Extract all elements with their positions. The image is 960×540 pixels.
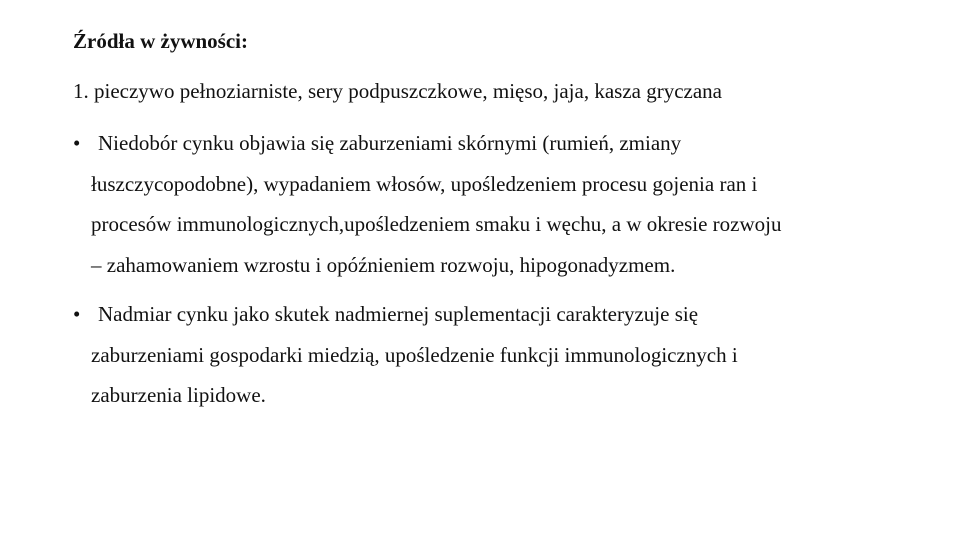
bullet-line: zaburzenia lipidowe. (91, 383, 266, 407)
numbered-item-1: 1. pieczywo pełnoziarniste, sery podpuszczkowe, mięso, jaja, kasza gryczana (73, 79, 722, 103)
bullet-item-zinc-deficiency (73, 128, 913, 290)
bullet-marker: • (73, 302, 81, 326)
bullet-line: łuszczycopodobne), wypadaniem włosów, upośledzeniem procesu gojenia ran i (91, 171, 758, 196)
bullet-line: Nadmiar cynku jako skutek nadmiernej suplementacji carakteryzuje się (98, 302, 699, 326)
bullet-marker: • (73, 131, 81, 155)
bullet-line: procesów immunologicznych,upośledzeniem smaku i węchu, a w okresie rozwoju (91, 212, 782, 236)
bullet-line: zaburzeniami gospodarki miedzią, upośledzenie funkcji immunologicznych i (91, 342, 738, 367)
bullet-line: Niedobór cynku objawia się zaburzeniami skórnymi (rumień, zmiany (98, 131, 682, 155)
bullet-item-zinc-excess (73, 299, 913, 421)
slide-heading: Źródła w żywności: (73, 29, 248, 53)
bullet-line: – zahamowaniem wzrostu i opóźnieniem rozwoju, hipogonadyzmem. (91, 252, 676, 277)
